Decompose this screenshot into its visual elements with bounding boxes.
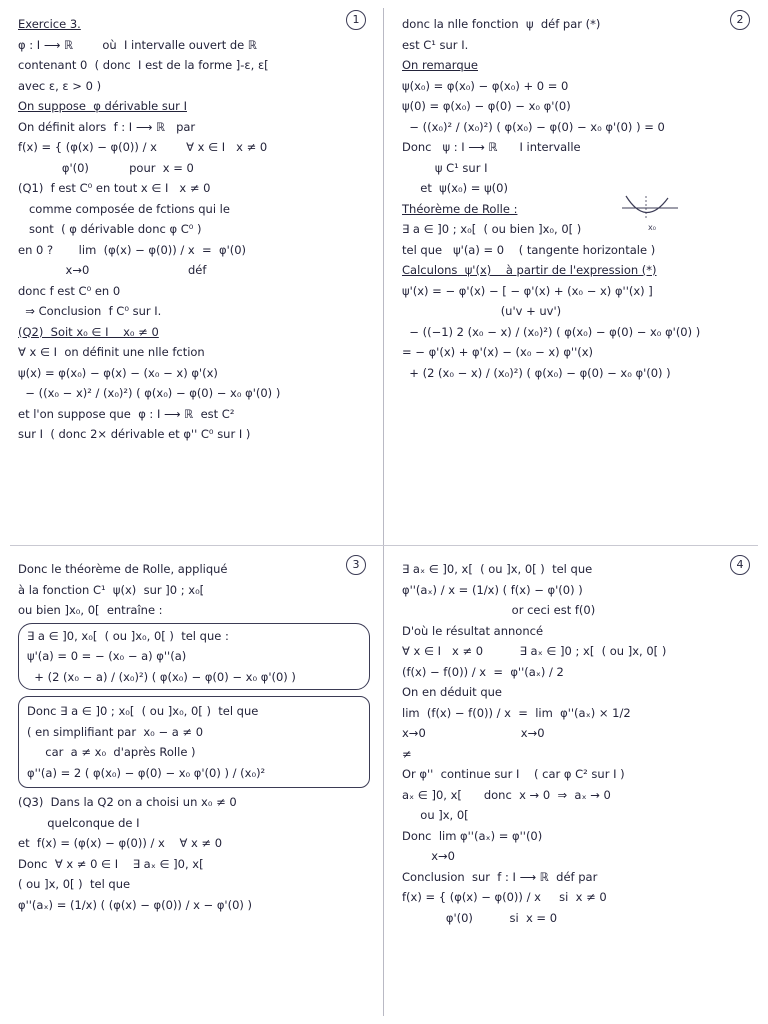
derivative-heading: Calculons ψ'(x) à partir de l'expression (*) [402, 263, 657, 277]
text-line: contenant 0 ( donc I est de la forme ]-ε, ε[ [18, 58, 269, 72]
text-line: On définit alors f : I ⟶ ℝ par [18, 119, 196, 134]
formula-line: φ'(0) pour x = 0 [18, 160, 194, 175]
text-line: D'où le résultat annoncé [402, 623, 544, 638]
formula-line: f(x) = { (φ(x) − φ(0)) / x ∀ x ∈ I x ≠ 0 [18, 140, 268, 154]
text-line: ∃ aₓ ∈ ]0, x[ ( ou ]x, 0[ ) tel que [402, 562, 593, 576]
formula-line: φ'(0) si x = 0 [402, 910, 558, 925]
text-line: Donc le théorème de Rolle, appliqué [18, 562, 228, 576]
notes-page-2 [384, 0, 768, 545]
exercise-title: Exercice 3. [18, 17, 81, 31]
page-number-3: 3 [346, 555, 366, 575]
page-number-2: 2 [730, 10, 750, 30]
question-heading-q2: (Q2) Soit x₀ ∈ I x₀ ≠ 0 [18, 324, 159, 339]
text-line: sont ( φ dérivable donc φ C⁰ ) [18, 222, 202, 236]
text-line: ψ C¹ sur I [402, 160, 488, 175]
text-line: ou bien ]x₀, 0[ entraîne : [18, 603, 163, 617]
formula-subscript-line: x→0 déf [18, 263, 207, 277]
text-line: avec ε, ε > 0 ) [18, 78, 102, 93]
boxed-line: car a ≠ x₀ d'après Rolle ) [27, 745, 196, 759]
text-line: et l'on suppose que φ : I ⟶ ℝ est C² [18, 406, 235, 421]
boxed-line: ψ'(a) = 0 = − (x₀ − a) φ''(a) [27, 649, 187, 663]
conclusion-line: ⇒ Conclusion f C⁰ sur I. [18, 304, 162, 318]
formula-line: ψ(x₀) = φ(x₀) − φ(x₀) + 0 = 0 [402, 78, 569, 93]
notes-page-3 [0, 545, 384, 1024]
formula-line: Donc lim φ''(aₓ) = φ''(0) [402, 828, 543, 843]
sketch-parabola [626, 196, 668, 213]
text-line: Donc ∀ x ≠ 0 ∈ I ∃ aₓ ∈ ]0, x[ [18, 856, 204, 871]
text-line: et ψ(x₀) = ψ(0) [402, 181, 508, 195]
question-heading-q3: (Q3) Dans la Q2 on a choisi un x₀ ≠ 0 [18, 795, 237, 809]
formula-line: − ((x₀)² / (x₀)²) ( φ(x₀) − φ(0) − x₀ φ'(0) ) = 0 [402, 119, 665, 134]
text-line: est C¹ sur I. [402, 37, 469, 52]
formula-line: φ''(aₓ) = (1/x) ( (φ(x) − φ(0)) / x − φ'(0) ) [18, 897, 253, 912]
sketch-label: x₀ [648, 223, 656, 232]
formula-subscript-line: x→0 x→0 [402, 726, 545, 740]
boxed-line: + (2 (x₀ − a) / (x₀)²) ( φ(x₀) − φ(0) − x₀ φ'(0) ) [27, 669, 296, 684]
formula-line: ψ'(x) = − φ'(x) − [ − φ'(x) + (x₀ − x) φ''(x) ] [402, 283, 653, 298]
rolle-sketch-curve [620, 188, 680, 232]
text-line: On en déduit que [402, 685, 503, 699]
text-line: ∃ a ∈ ]0 ; x₀[ ( ou bien ]x₀, 0[ ) [402, 222, 582, 236]
conclusion-line: Conclusion sur f : I ⟶ ℝ déf par [402, 869, 598, 884]
formula-note-line: ≠ [402, 746, 412, 761]
text-line: aₓ ∈ ]0, x[ donc x → 0 ⇒ aₓ → 0 [402, 787, 611, 802]
hypothesis-line: On suppose φ dérivable sur I [18, 99, 187, 113]
text-line: sur I ( donc 2× dérivable et φ'' C⁰ sur I ) [18, 427, 251, 441]
simplified-result-box [18, 696, 370, 788]
text-line: ∀ x ∈ I x ≠ 0 ∃ aₓ ∈ ]0 ; x[ ( ou ]x, 0[ ) [402, 644, 667, 658]
boxed-line: ( en simplifiant par x₀ − a ≠ 0 [27, 724, 204, 739]
formula-line: ψ(x) = φ(x₀) − φ(x) − (x₀ − x) φ'(x) [18, 365, 218, 380]
text-line: φ : I ⟶ ℝ où I intervalle ouvert de ℝ [18, 37, 258, 52]
formula-note-line: (u'v + uv') [402, 304, 562, 318]
text-line: comme composée de fctions qui le [18, 201, 230, 216]
text-line: quelconque de I [18, 815, 140, 830]
text-line: Donc ψ : I ⟶ ℝ I intervalle [402, 140, 581, 154]
boxed-line: Donc ∃ a ∈ ]0 ; x₀[ ( ou ]x₀, 0[ ) tel que [27, 704, 259, 718]
rolle-result-box [18, 623, 370, 691]
formula-line: (f(x) − f(0)) / x = φ''(aₓ) / 2 [402, 664, 564, 679]
text-line: ou ]x, 0[ [402, 808, 469, 822]
text-line: ( ou ]x, 0[ ) tel que [18, 877, 131, 891]
formula-line: − ((−1) 2 (x₀ − x) / (x₀)²) ( φ(x₀) − φ(0) − x₀ φ'(0) ) [402, 324, 701, 339]
question-heading-q1: (Q1) f est C⁰ en tout x ∈ I x ≠ 0 [18, 181, 211, 195]
remark-heading: On remarque [402, 58, 478, 72]
page-number-1: 1 [346, 10, 366, 30]
formula-subscript-line: x→0 [402, 849, 456, 863]
text-line: donc la nlle fonction ψ déf par (*) [402, 17, 601, 31]
formula-line: φ''(aₓ) / x = (1/x) ( f(x) − φ'(0) ) [402, 582, 583, 597]
notes-page-4 [384, 545, 768, 1024]
formula-line: en 0 ? lim (φ(x) − φ(0)) / x = φ'(0) [18, 242, 247, 257]
rolle-theorem-heading: Théorème de Rolle : [402, 201, 518, 216]
notes-page-1 [0, 0, 384, 545]
formula-note-line: or ceci est f(0) [402, 603, 596, 617]
text-line: à la fonction C¹ ψ(x) sur ]0 ; x₀[ [18, 582, 205, 597]
formula-line: = − φ'(x) + φ'(x) − (x₀ − x) φ''(x) [402, 345, 594, 359]
text-line: ∀ x ∈ I on définit une nlle fction [18, 345, 205, 359]
formula-line: − ((x₀ − x)² / (x₀)²) ( φ(x₀) − φ(0) − x₀ φ'(0) ) [18, 386, 281, 400]
formula-line: ψ(0) = φ(x₀) − φ(0) − x₀ φ'(0) [402, 99, 571, 113]
text-line: Or φ'' continue sur I ( car φ C² sur I ) [402, 767, 625, 781]
boxed-formula-line: φ''(a) = 2 ( φ(x₀) − φ(0) − x₀ φ'(0) ) / (x₀)² [27, 765, 266, 780]
formula-line: f(x) = { (φ(x) − φ(0)) / x si x ≠ 0 [402, 890, 607, 904]
formula-line: lim (f(x) − f(0)) / x = lim φ''(aₓ) × 1/2 [402, 705, 631, 720]
text-line: donc f est C⁰ en 0 [18, 283, 121, 298]
page-number-4: 4 [730, 555, 750, 575]
boxed-line: ∃ a ∈ ]0, x₀[ ( ou ]x₀, 0[ ) tel que : [27, 628, 229, 643]
formula-line: et f(x) = (φ(x) − φ(0)) / x ∀ x ≠ 0 [18, 836, 223, 850]
text-line: tel que ψ'(a) = 0 ( tangente horizontale ) [402, 242, 656, 257]
formula-line: + (2 (x₀ − x) / (x₀)²) ( φ(x₀) − φ(0) − x₀ φ'(0) ) [402, 365, 671, 380]
